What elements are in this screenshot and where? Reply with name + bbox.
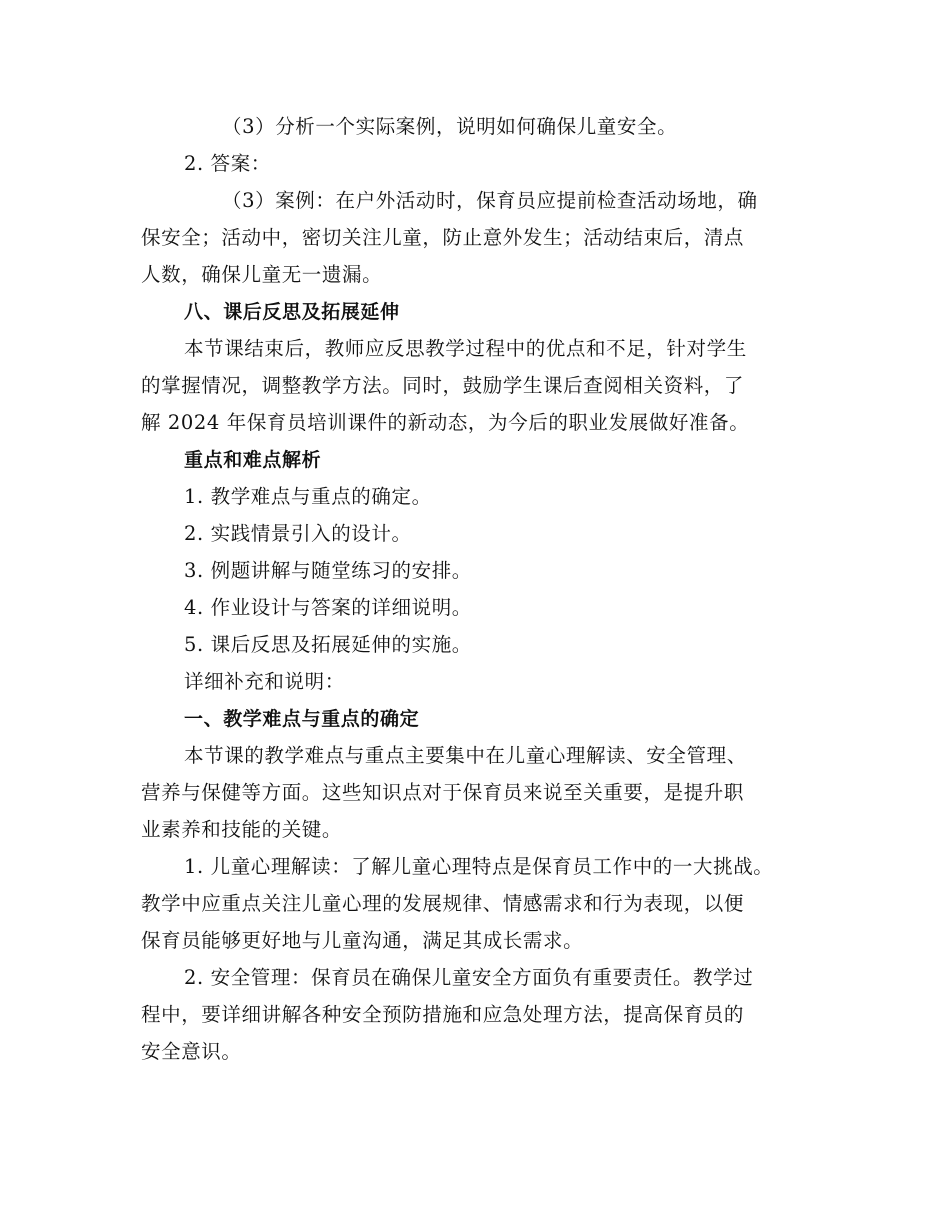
answer-heading: 2. 答案： <box>184 152 271 175</box>
key-point-item-1: 1. 教学难点与重点的确定。 <box>184 485 432 508</box>
reflection-para-line-1: 本节课结束后，教师应反思教学过程中的优点和不足，针对学生 <box>184 337 747 360</box>
safety-item-line-2: 程中，要详细讲解各种安全预防措施和应急处理方法，提高保育员的 <box>141 1003 745 1026</box>
key-point-item-3: 3. 例题讲解与随堂练习的安排。 <box>184 559 472 582</box>
psychology-item-line-3: 保育员能够更好地与儿童沟通，满足其成长需求。 <box>141 929 584 952</box>
details-label: 详细补充和说明： <box>184 670 345 693</box>
key-points-heading: 重点和难点解析 <box>184 449 322 471</box>
section-1-para-line-3: 业素养和技能的关键。 <box>141 818 343 841</box>
key-point-item-2: 2. 实践情景引入的设计。 <box>184 522 412 545</box>
question-3-line: （3）分析一个实际案例，说明如何确保儿童安全。 <box>222 115 678 138</box>
answer-3-line-2: 保安全；活动中，密切关注儿童，防止意外发生；活动结束后，清点 <box>141 226 745 249</box>
key-point-item-4: 4. 作业设计与答案的详细说明。 <box>184 596 472 619</box>
psychology-item-line-1: 1. 儿童心理解读：了解儿童心理特点是保育员工作中的一大挑战。 <box>184 855 774 878</box>
section-1-heading: 一、教学难点与重点的确定 <box>184 708 420 730</box>
psychology-item-line-2: 教学中应重点关注儿童心理的发展规律、情感需求和行为表现，以便 <box>141 892 745 915</box>
section-1-para-line-2: 营养与保健等方面。这些知识点对于保育员来说至关重要，是提升职 <box>141 781 745 804</box>
answer-3-line-1: （3）案例：在户外活动时，保育员应提前检查活动场地，确 <box>222 189 758 212</box>
section-8-heading: 八、课后反思及拓展延伸 <box>184 301 400 323</box>
section-1-para-line-1: 本节课的教学难点与重点主要集中在儿童心理解读、安全管理、 <box>184 744 747 767</box>
reflection-para-line-2: 的掌握情况，调整教学方法。同时，鼓励学生课后查阅相关资料，了 <box>141 374 745 397</box>
reflection-para-line-3: 解 2024 年保育员培训课件的新动态，为今后的职业发展做好准备。 <box>141 411 750 434</box>
safety-item-line-3: 安全意识。 <box>141 1040 242 1063</box>
safety-item-line-1: 2. 安全管理：保育员在确保儿童安全方面负有重要责任。教学过 <box>184 966 754 989</box>
answer-3-line-3: 人数，确保儿童无一遗漏。 <box>141 263 383 286</box>
key-point-item-5: 5. 课后反思及拓展延伸的实施。 <box>184 633 472 656</box>
